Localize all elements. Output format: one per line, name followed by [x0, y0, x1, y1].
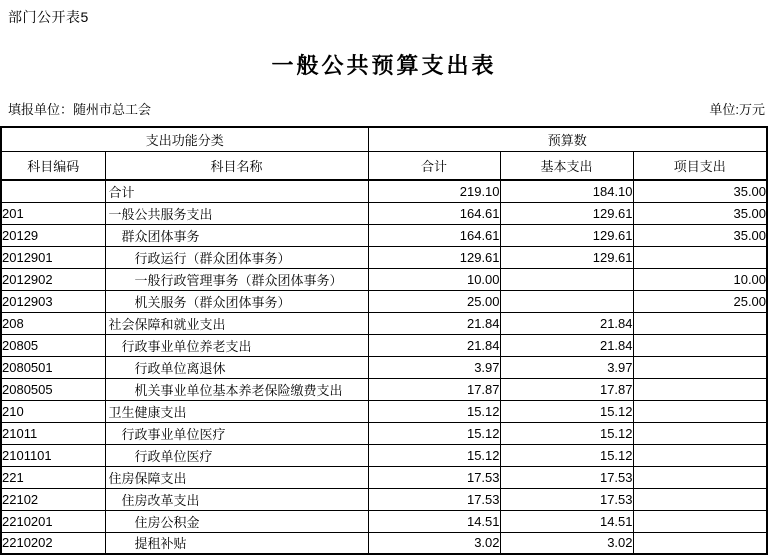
basic-cell: 15.12 — [500, 444, 633, 466]
basic-cell: 17.87 — [500, 378, 633, 400]
code-cell: 2012903 — [1, 290, 105, 312]
header-column-row — [1, 151, 767, 180]
code-cell: 20805 — [1, 334, 105, 356]
table-row — [1, 312, 767, 334]
code-cell: 2012901 — [1, 246, 105, 268]
total-cell: 3.02 — [368, 532, 500, 554]
project-cell: 35.00 — [633, 202, 767, 224]
name-cell: 一般公共服务支出 — [105, 202, 368, 224]
total-cell: 15.12 — [368, 444, 500, 466]
total-cell: 17.53 — [368, 466, 500, 488]
budget-table — [0, 126, 768, 555]
total-cell: 15.12 — [368, 400, 500, 422]
total-cell: 164.61 — [368, 202, 500, 224]
code-cell: 201 — [1, 202, 105, 224]
total-cell: 15.12 — [368, 422, 500, 444]
table-row — [1, 246, 767, 268]
project-cell — [633, 422, 767, 444]
code-cell: 208 — [1, 312, 105, 334]
total-cell: 129.61 — [368, 246, 500, 268]
report-info-row — [8, 99, 765, 118]
name-cell: 合计 — [105, 180, 368, 202]
project-cell — [633, 488, 767, 510]
basic-cell: 15.12 — [500, 400, 633, 422]
table-row — [1, 400, 767, 422]
basic-cell: 17.53 — [500, 488, 633, 510]
name-cell: 行政单位离退休 — [105, 356, 368, 378]
project-cell — [633, 510, 767, 532]
project-cell — [633, 466, 767, 488]
code-cell — [1, 180, 105, 202]
table-row — [1, 532, 767, 554]
table-row — [1, 268, 767, 290]
report-unit-label: 填报单位：随州市总工会 — [8, 102, 152, 117]
name-cell: 住房公积金 — [105, 510, 368, 532]
total-cell: 219.10 — [368, 180, 500, 202]
table-row — [1, 334, 767, 356]
code-cell: 2210202 — [1, 532, 105, 554]
project-cell — [633, 246, 767, 268]
basic-cell: 3.97 — [500, 356, 633, 378]
total-cell: 25.00 — [368, 290, 500, 312]
project-cell — [633, 378, 767, 400]
code-cell: 22102 — [1, 488, 105, 510]
code-cell: 2012902 — [1, 268, 105, 290]
project-cell: 35.00 — [633, 180, 767, 202]
header-basic: 基本支出 — [500, 151, 633, 180]
name-cell: 住房保障支出 — [105, 466, 368, 488]
total-cell: 3.97 — [368, 356, 500, 378]
table-row — [1, 444, 767, 466]
basic-cell: 17.53 — [500, 466, 633, 488]
name-cell: 群众团体事务 — [105, 224, 368, 246]
project-cell — [633, 312, 767, 334]
name-cell: 行政事业单位医疗 — [105, 422, 368, 444]
table-row — [1, 356, 767, 378]
name-cell: 卫生健康支出 — [105, 400, 368, 422]
code-cell: 210 — [1, 400, 105, 422]
project-cell: 25.00 — [633, 290, 767, 312]
header-group-row — [1, 127, 767, 151]
name-cell: 行政运行（群众团体事务） — [105, 246, 368, 268]
name-cell: 行政事业单位养老支出 — [105, 334, 368, 356]
total-cell: 21.84 — [368, 312, 500, 334]
project-cell — [633, 334, 767, 356]
table-row — [1, 224, 767, 246]
basic-cell: 21.84 — [500, 312, 633, 334]
page-title: 一般公共预算支出表 — [271, 53, 497, 78]
total-cell: 14.51 — [368, 510, 500, 532]
name-cell: 行政单位医疗 — [105, 444, 368, 466]
name-cell: 机关事业单位基本养老保险缴费支出 — [105, 378, 368, 400]
name-cell: 机关服务（群众团体事务） — [105, 290, 368, 312]
table-body — [1, 180, 767, 554]
table-row — [1, 422, 767, 444]
table-row — [1, 378, 767, 400]
project-cell — [633, 400, 767, 422]
total-cell: 164.61 — [368, 224, 500, 246]
name-cell: 一般行政管理事务（群众团体事务） — [105, 268, 368, 290]
sheet-number-note: 部门公开表5 — [8, 9, 89, 25]
header-budget: 预算数 — [368, 127, 767, 151]
name-cell: 住房改革支出 — [105, 488, 368, 510]
basic-cell: 15.12 — [500, 422, 633, 444]
table-row — [1, 466, 767, 488]
basic-cell — [500, 268, 633, 290]
total-cell: 17.53 — [368, 488, 500, 510]
project-cell — [633, 356, 767, 378]
name-cell: 提租补贴 — [105, 532, 368, 554]
code-cell: 221 — [1, 466, 105, 488]
total-cell: 10.00 — [368, 268, 500, 290]
header-project: 项目支出 — [633, 151, 767, 180]
basic-cell: 21.84 — [500, 334, 633, 356]
total-cell: 21.84 — [368, 334, 500, 356]
code-cell: 2080505 — [1, 378, 105, 400]
header-name: 科目名称 — [105, 151, 368, 180]
header-code: 科目编码 — [1, 151, 105, 180]
name-cell: 社会保障和就业支出 — [105, 312, 368, 334]
basic-cell: 129.61 — [500, 202, 633, 224]
project-cell: 10.00 — [633, 268, 767, 290]
total-cell: 17.87 — [368, 378, 500, 400]
basic-cell: 129.61 — [500, 224, 633, 246]
code-cell: 21011 — [1, 422, 105, 444]
basic-cell — [500, 290, 633, 312]
table-row — [1, 510, 767, 532]
basic-cell: 14.51 — [500, 510, 633, 532]
project-cell: 35.00 — [633, 224, 767, 246]
header-total: 合计 — [368, 151, 500, 180]
project-cell — [633, 532, 767, 554]
code-cell: 2101101 — [1, 444, 105, 466]
table-row — [1, 488, 767, 510]
currency-unit-label: 单位:万元 — [709, 102, 765, 117]
basic-cell: 129.61 — [500, 246, 633, 268]
table-row — [1, 290, 767, 312]
table-row — [1, 202, 767, 224]
header-func-class: 支出功能分类 — [1, 127, 368, 151]
basic-cell: 184.10 — [500, 180, 633, 202]
code-cell: 2080501 — [1, 356, 105, 378]
project-cell — [633, 444, 767, 466]
code-cell: 2210201 — [1, 510, 105, 532]
table-row — [1, 180, 767, 202]
table-header — [1, 127, 767, 180]
code-cell: 20129 — [1, 224, 105, 246]
basic-cell: 3.02 — [500, 532, 633, 554]
